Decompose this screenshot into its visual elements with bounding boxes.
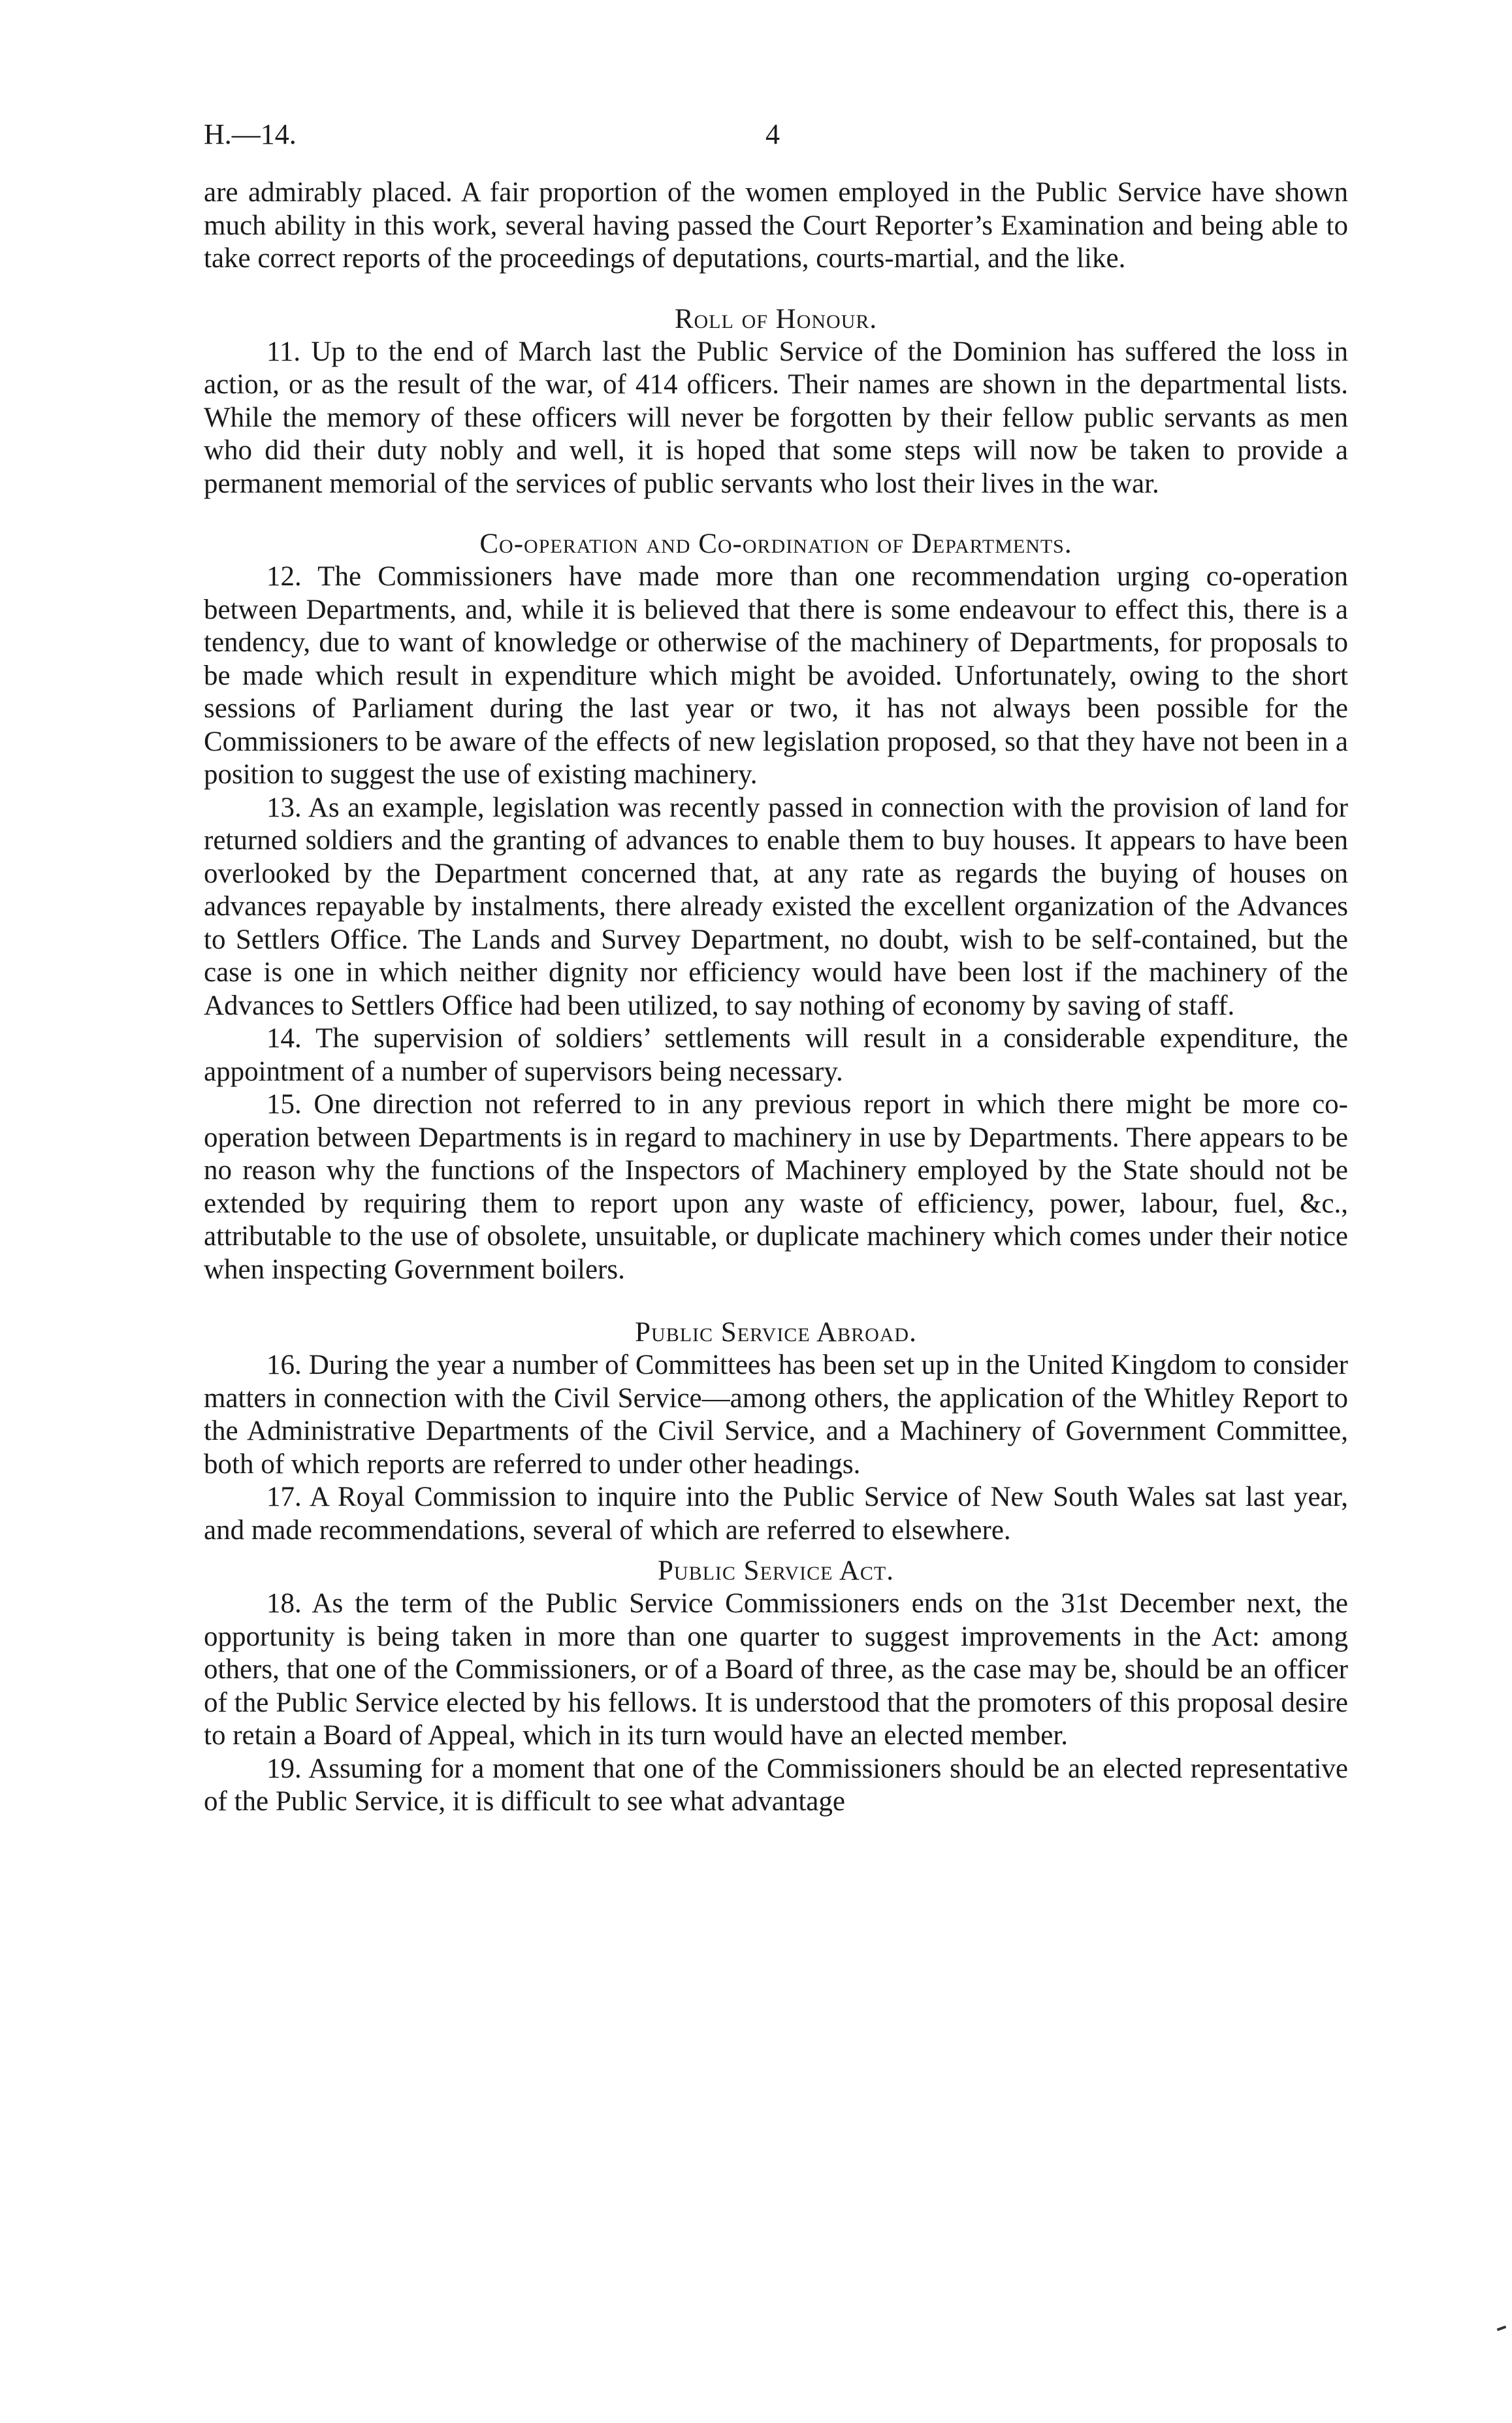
heading-co-operation: Co-operation and Co-ordination of Departments.: [479, 529, 1072, 559]
paragraph-15: 15. One direction not referred to in any previous report in which there might be more co-operation between Departments is in regard to machinery in use by Departments. There appears to be no reason why the functions of the Inspectors of Machinery employed by the State should not be extended by requiring them to report upon any waste of efficiency, power, labour, fuel, &c., attributable to the use of obsolete, unsuitable, or duplicate machinery which comes under their notice when inspecting Government boilers.: [204, 1089, 1348, 1285]
paragraph-16: 16. During the year a number of Committees has been set up in the United Kingdom to consider matters in connection with the Civil Service—among others, the application of the Whitley Report to the Administrative Departments of the Civil Service, and a Machinery of Government Committee, both of which reports are referred to under other headings.: [204, 1350, 1348, 1480]
heading-roll-of-honour: Roll of Honour.: [674, 303, 878, 334]
document-body: [204, 176, 1348, 1819]
paragraph-14: 14. The supervision of soldiers’ settlements will result in a considerable expenditure, the appointment of a number of supervisors being necessary.: [204, 1023, 1348, 1087]
heading-public-service-abroad: Public Service Abroad.: [635, 1317, 917, 1348]
page-header: [204, 118, 1347, 157]
paragraph-19: 19. Assuming for a moment that one of the Commissioners should be an elected representative of the Public Service, it is difficult to see what advantage: [204, 1753, 1348, 1817]
heading-public-service-act: Public Service Act.: [657, 1555, 895, 1586]
paragraph-11: 11. Up to the end of March last the Public Service of the Dominion has suffered the loss in action, or as the result of the war, of 414 officers. Their names are shown in the departmental lists. While the memory of these officers will never be forgotten by their fellow public servants as men who did their duty nobly and well, it is hoped that some steps will now be taken to provide a permanent memorial of the services of public servants who lost their lives in the war.: [204, 336, 1348, 499]
scan-mark: [1497, 2326, 1507, 2332]
paragraph-continuation: are admirably placed. A fair proportion of the women employed in the Public Service have shown much ability in this work, several having passed the Court Reporter’s Examination and being able to take correct reports of the proceedings of deputations, courts-martial, and the like.: [204, 177, 1348, 274]
paragraph-13: 13. As an example, legislation was recently passed in connection with the provision of land for returned soldiers and the granting of advances to enable them to buy houses. It appears to have been overlooked by the Department concerned that, at any rate as regards the buying of houses on advances repayable by instalments, there already existed the excellent organization of the Advances to Settlers Office. The Lands and Survey Department, no doubt, wish to be self-contained, but the case is one in which neither dignity nor efficiency would have been lost if the machinery of the Advances to Settlers Office had been utilized, to say nothing of economy by saving of staff.: [204, 792, 1348, 1021]
paragraph-12: 12. The Commissioners have made more than one recommendation urging co-operation between Departments, and, while it is believed that there is some endeavour to effect this, there is a tendency, due to want of knowledge or otherwise of the machinery of Departments, for proposals to be made which result in expenditure which might be avoided. Unfortunately, owing to the short sessions of Parliament during the last year or two, it has not always been possible for the Commissioners to be aware of the effects of new legislation proposed, so that they have not been in a position to suggest the use of existing machinery.: [204, 561, 1348, 790]
paragraph-17: 17. A Royal Commission to inquire into the Public Service of New South Wales sat last year, and made recommendations, several of which are referred to elsewhere.: [204, 1482, 1348, 1546]
page-number: 4: [765, 118, 780, 150]
document-reference: H.—14.: [204, 118, 297, 150]
paragraph-18: 18. As the term of the Public Service Commissioners ends on the 31st December next, the opportunity is being taken in more than one quarter to suggest improvements in the Act: among others, that one of the Commissioners, or of a Board of three, as the case may be, should be an officer of the Public Service elected by his fellows. It is understood that the promoters of this proposal desire to retain a Board of Appeal, which in its turn would have an elected member.: [204, 1588, 1348, 1751]
